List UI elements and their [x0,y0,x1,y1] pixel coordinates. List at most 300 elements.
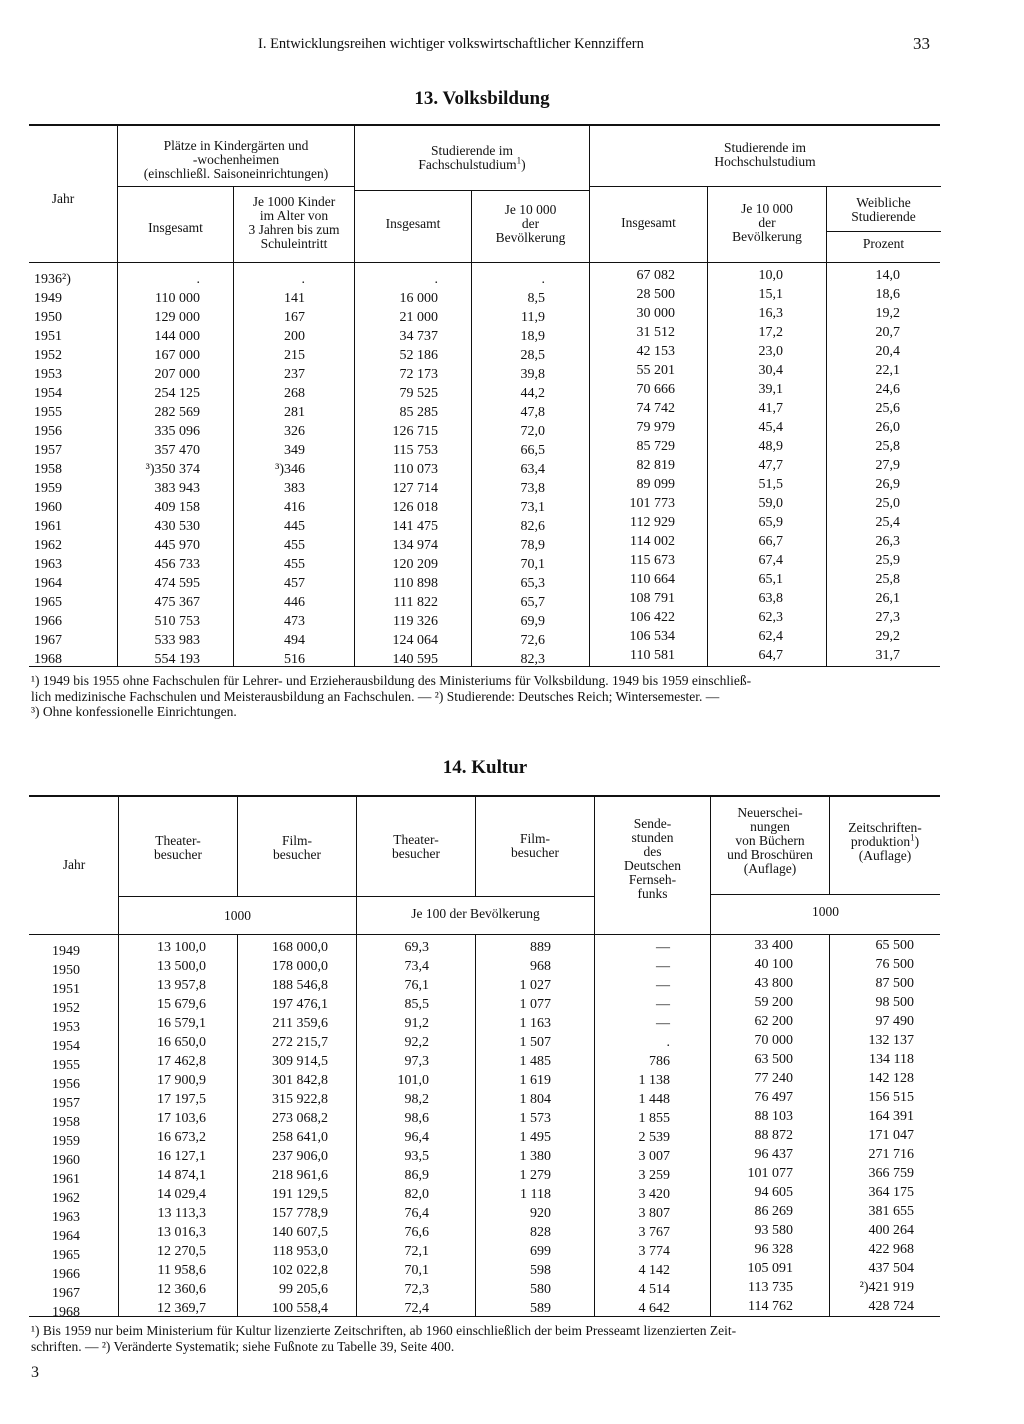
t13-header-jahr: Jahr [51,191,75,206]
table-cell: 455 [284,557,305,572]
table-cell: 30,4 [758,363,783,378]
table-cell: 28 500 [636,287,675,302]
table-cell: 1967 [52,1286,80,1301]
table-cell: 1953 [52,1020,80,1035]
table-cell: 1953 [34,367,62,382]
table-cell: 1949 [34,291,62,306]
t13-header-weibliche: Weibliche Studierende [851,195,916,224]
table-cell: 364 175 [868,1185,914,1200]
t13-footnotes: ¹) 1949 bis 1955 ohne Fachschulen für Lehrer- und Erzieherausbildung des Ministeriums für Volksbildung. 1949 bis 1959 einschließ- lich medizinische Fachschulen und Meisterausbildung an Fachschulen. — ²) Studierende: Deutsches Reich; Wintersemester. — ³) Ohne konfessionelle Einrichtungen. [31,673,752,719]
table-cell: 211 359,6 [272,1016,328,1031]
table-cell: 51,5 [758,477,783,492]
table-cell: 178 000,0 [272,959,328,974]
table-cell: 11 958,6 [157,1263,206,1278]
table-cell: 142 128 [868,1071,914,1086]
t13-col-fach-total [358,270,438,669]
table-cell: 33 400 [754,938,793,953]
table-cell: 17 900,9 [157,1073,206,1088]
t14-header-theater-je100: Theater- besucher [392,832,440,861]
table-cell: 85,5 [404,997,429,1012]
table-cell: 110 000 [155,291,200,306]
table-cell: 96,4 [404,1130,429,1145]
table-cell: 89 099 [636,477,675,492]
t14-col-jahr [52,942,112,1322]
t14-header-film-je100: Film- besucher [511,831,559,860]
t13-header-prozent: Prozent [862,236,905,251]
table-cell: 1 495 [519,1130,551,1145]
table-cell: 97 490 [875,1014,914,1029]
table-cell: 1957 [52,1096,80,1111]
table-cell: 335 096 [154,424,200,439]
table-cell: 115 673 [630,553,675,568]
table-cell: 445 970 [154,538,200,553]
table-cell: 22,1 [875,363,900,378]
table-cell: 20,7 [875,325,900,340]
table-cell: 85 285 [399,405,438,420]
table-cell: 72,6 [520,633,545,648]
t14-header-sendestunden: Sende- stunden des Deutschen Fernseh- funks [624,816,681,901]
t14-header-neuerscheinungen: Neuerschei- nungen von Büchern und Broschüren (Auflage) [727,805,813,876]
table-cell: 72,0 [520,424,545,439]
table-cell: 8,5 [527,291,545,306]
table-cell: 1 118 [520,1187,551,1202]
table-cell: 1954 [34,386,62,401]
t14-col-theater-je100 [359,938,429,1318]
table-cell: 41,7 [758,401,783,416]
table-cell: 106 422 [629,610,675,625]
table-cell: 21 000 [399,310,438,325]
table-cell: 1966 [34,614,62,629]
table-cell: 167 000 [154,348,200,363]
table-cell: 141 475 [392,519,438,534]
table-cell: 1950 [34,310,62,325]
table-cell: 15,1 [758,287,783,302]
table-cell: 34 737 [399,329,438,344]
table-cell: 301 842,8 [272,1073,328,1088]
table-cell: 1 804 [519,1092,551,1107]
table-cell: 94 605 [754,1185,793,1200]
table-cell: 1962 [52,1191,80,1206]
table-cell: 474 595 [154,576,200,591]
table-cell: 237 [284,367,305,382]
t13-header-kindergarten: Plätze in Kindergärten und -wochenheimen (einschließl. Saisoneinrichtungen) [143,138,329,181]
table-cell: 73,8 [520,481,545,496]
table-cell: 16 579,1 [157,1016,206,1031]
table-cell: 93 580 [754,1223,793,1238]
table-cell: 475 367 [154,595,200,610]
table-cell: 110 898 [393,576,438,591]
table-cell: 20,4 [875,344,900,359]
table-cell: 25,8 [875,572,900,587]
table-cell: 437 504 [868,1261,914,1276]
table-cell: 73,1 [520,500,545,515]
table-cell: 1956 [34,424,62,439]
table-cell: 16 000 [399,291,438,306]
table-cell: 1 027 [519,978,551,993]
table-cell: 23,0 [758,344,783,359]
table-cell: 31,7 [875,648,900,663]
table-cell: 59,0 [758,496,783,511]
table-cell: 28,5 [520,348,545,363]
table-cell: 39,1 [758,382,783,397]
table-cell: 349 [284,443,305,458]
table-cell: 69,3 [404,940,429,955]
table-cell: . [196,272,200,287]
table-cell: 18,9 [520,329,545,344]
table-cell: 92,2 [404,1035,429,1050]
table-cell: 156 515 [868,1090,914,1105]
table-cell: 101 773 [629,496,675,511]
table-cell: 168 000,0 [272,940,328,955]
table-cell: 1 573 [519,1111,551,1126]
table-cell: 381 655 [868,1204,914,1219]
table-cell: 126 715 [392,424,438,439]
table-cell: 580 [530,1282,551,1297]
t13-col-kg-total [120,270,200,669]
table-cell: 167 [284,310,305,325]
table-cell: 43 800 [754,976,793,991]
table-cell: 191 129,5 [272,1187,328,1202]
table-cell: 25,9 [875,553,900,568]
table-cell: 39,8 [520,367,545,382]
table-cell: 63,4 [520,462,545,477]
table-cell: 1 380 [519,1149,551,1164]
table-cell: 25,0 [875,496,900,511]
table-cell: 100 558,4 [272,1301,328,1316]
table-cell: 455 [284,538,305,553]
table-cell: 48,9 [758,439,783,454]
table-cell: 76,1 [404,978,429,993]
table-cell: 19,2 [875,306,900,321]
table-cell: 3 774 [638,1244,670,1259]
t13-header-rule [29,262,940,263]
table-cell: 457 [284,576,305,591]
table-13-title: 13. Volksbildung [414,88,550,109]
table-cell: 114 762 [748,1299,793,1314]
page-footer-number: 3 [31,1364,39,1381]
table-cell: 1960 [34,500,62,515]
table-cell: 118 953,0 [272,1244,328,1259]
t14-col-neuerscheinungen [713,936,793,1316]
t13-col-jahr [34,270,114,669]
table-cell: 3 807 [638,1206,670,1221]
table-cell: 110 664 [630,572,675,587]
t13-header-kg-insgesamt: Insgesamt [148,220,203,235]
table-cell: 65 500 [875,938,914,953]
table-cell: 129 000 [154,310,200,325]
table-cell: 110 581 [630,648,675,663]
table-cell: 102 022,8 [272,1263,328,1278]
table-cell: 1961 [34,519,62,534]
table-cell: 1965 [52,1248,80,1263]
t14-footnotes: ¹) Bis 1959 nur beim Ministerium für Kultur lizenzierte Zeitschriften, ab 1960 einschließlich der beim Presseamt lizenzierten Zeit- schriften. — ²) Veränderte Systematik; siehe Fußnote zu Tabelle 39, Seite 400. [31,1323,737,1354]
table-cell: 91,2 [404,1016,429,1031]
table-cell: 533 983 [154,633,200,648]
table-cell: 17,2 [758,325,783,340]
table-cell: 281 [284,405,305,420]
table-cell: 422 968 [868,1242,914,1257]
table-cell: 473 [284,614,305,629]
table-cell: 114 002 [630,534,675,549]
t13-header-fach-je10000: Je 10 000 der Bevölkerung [495,202,566,245]
table-cell: 62 200 [754,1014,793,1029]
table-cell: 1 163 [519,1016,551,1031]
table-cell: 86,9 [404,1168,429,1183]
table-cell: 1 077 [519,997,551,1012]
table-cell: 1956 [52,1077,80,1092]
table-cell: 26,3 [875,534,900,549]
table-cell: 77 240 [754,1071,793,1086]
table-cell: 76 500 [875,957,914,972]
table-cell: 72,3 [404,1282,429,1297]
table-cell: 188 546,8 [272,978,328,993]
table-cell: 25,4 [875,515,900,530]
table-cell: 134 118 [869,1052,914,1067]
table-cell: 598 [530,1263,551,1278]
table-cell: 96 437 [754,1147,793,1162]
table-cell: 25,6 [875,401,900,416]
table-cell: 76,4 [404,1206,429,1221]
table-cell: 430 530 [154,519,200,534]
table-cell: — [656,959,670,974]
table-cell: 1963 [34,557,62,572]
table-cell: 1962 [34,538,62,553]
table-cell: — [656,978,670,993]
t13-col-hoch-female [829,266,900,665]
t14-unit-je100: Je 100 der Bevölkerung [411,906,540,921]
t14-header-rule [29,934,940,935]
table-cell: 237 906,0 [272,1149,328,1164]
table-cell: ³)350 374 [145,462,200,477]
table-cell: 1958 [34,462,62,477]
table-cell: 1967 [34,633,62,648]
t14-unit-1000-a: 1000 [224,908,251,923]
table-cell: 64,7 [758,648,783,663]
table-cell: 26,1 [875,591,900,606]
table-cell: 85 729 [636,439,675,454]
table-cell: 445 [284,519,305,534]
table-cell: 1952 [34,348,62,363]
table-cell: 79 979 [636,420,675,435]
table-cell: 1955 [52,1058,80,1073]
table-cell: 63,8 [758,591,783,606]
table-cell: 1 619 [519,1073,551,1088]
running-head: I. Entwicklungsreihen wichtiger volkswirtschaftlicher Kennziffern [258,36,644,52]
t14-col-theater [121,938,206,1318]
t14-col-sendestunden [597,938,670,1318]
table-cell: 99 205,6 [279,1282,328,1297]
table-cell: 409 158 [154,500,200,515]
table-cell: 78,9 [520,538,545,553]
t14-col-zeitschriften [832,936,914,1316]
t13-header-hoch-je10000: Je 10 000 der Bevölkerung [732,201,802,244]
table-cell: 1966 [52,1267,80,1282]
table-cell: 47,8 [520,405,545,420]
table-cell: 24,6 [875,382,900,397]
table-cell: 70,1 [404,1263,429,1278]
table-cell: 4 642 [638,1301,670,1316]
table-cell: 101,0 [397,1073,429,1088]
table-cell: 272 215,7 [272,1035,328,1050]
table-cell: 254 125 [154,386,200,401]
table-cell: 1963 [52,1210,80,1225]
table-cell: 96 328 [754,1242,793,1257]
table-cell: 1949 [52,944,80,959]
table-cell: 70,1 [520,557,545,572]
table-cell: 1 855 [638,1111,670,1126]
table-cell: 47,7 [758,458,783,473]
table-cell: 10,0 [758,268,783,283]
table-cell: 1965 [34,595,62,610]
table-cell: 127 714 [392,481,438,496]
table-cell: 55 201 [636,363,675,378]
table-cell: — [656,997,670,1012]
table-cell: 1957 [34,443,62,458]
table-cell: 2 539 [638,1130,670,1145]
table-cell: 1964 [34,576,62,591]
table-cell: 1959 [34,481,62,496]
table-cell: 11,9 [521,310,545,325]
table-cell: 17 197,5 [157,1092,206,1107]
table-cell: 12 369,7 [157,1301,206,1316]
table-cell: 73,4 [404,959,429,974]
table-cell: 282 569 [154,405,200,420]
table-cell: 400 264 [868,1223,914,1238]
table-cell: — [656,1016,670,1031]
table-cell: 65,3 [520,576,545,591]
table-cell: 786 [649,1054,670,1069]
table-cell: 140 607,5 [272,1225,328,1240]
table-cell: 66,7 [758,534,783,549]
table-cell: 1951 [52,982,80,997]
table-cell: 87 500 [875,976,914,991]
table-cell: 1 448 [638,1092,670,1107]
table-cell: 416 [284,500,305,515]
table-cell: 65,1 [758,572,783,587]
table-cell: 309 914,5 [272,1054,328,1069]
table-cell: 164 391 [868,1109,914,1124]
table-cell: 3 259 [638,1168,670,1183]
t14-col-film-je100 [478,938,551,1318]
table-cell: 1 279 [519,1168,551,1183]
t13-col-kg-per1000 [236,270,305,669]
table-cell: 13 016,3 [157,1225,206,1240]
t13-col-hoch-total [592,266,675,665]
table-cell: 13 957,8 [157,978,206,993]
table-cell: 66,5 [520,443,545,458]
table-cell: 828 [530,1225,551,1240]
t14-header-film: Film- besucher [273,833,321,862]
table-cell: 1968 [34,652,62,667]
table-cell: 1952 [52,1001,80,1016]
table-cell: 16 127,1 [157,1149,206,1164]
table-cell: 446 [284,595,305,610]
table-cell: 215 [284,348,305,363]
t13-header-fachschul: Studierende im Fachschulstudium$^1$) [418,143,526,172]
table-cell: 106 534 [629,629,675,644]
table-cell: 968 [530,959,551,974]
t13-top-rule [29,124,940,126]
table-cell: 44,2 [520,386,545,401]
table-cell: 110 073 [393,462,438,477]
table-cell: 105 091 [747,1261,793,1276]
table-cell: 14 029,4 [157,1187,206,1202]
table-cell: 74 742 [636,401,675,416]
table-cell: 65,9 [758,515,783,530]
t13-header-kg-je1000: Je 1000 Kinder im Alter von 3 Jahren bis zum Schuleintritt [248,194,340,251]
t13-header-fach-insgesamt: Insgesamt [385,216,441,231]
table-cell: 62,3 [758,610,783,625]
table-cell: 82,6 [520,519,545,534]
table-cell: 72,4 [404,1301,429,1316]
table-cell: 124 064 [392,633,438,648]
table-cell: . [434,272,438,287]
table-cell: 120 209 [392,557,438,572]
table-cell: 52 186 [399,348,438,363]
table-cell: 69,9 [520,614,545,629]
table-cell: 258 641,0 [272,1130,328,1145]
table-cell: 76,6 [404,1225,429,1240]
table-cell: 268 [284,386,305,401]
t13-col-fach-per10000 [474,270,545,669]
table-cell: 98,6 [404,1111,429,1126]
table-cell: 82,3 [520,652,545,667]
table-cell: 29,2 [875,629,900,644]
t14-top-rule [29,795,940,797]
table-cell: 16 673,2 [157,1130,206,1145]
table-cell: 200 [284,329,305,344]
table-cell: 88 872 [754,1128,793,1143]
table-cell: 554 193 [154,652,200,667]
t13-header-hochschul: Studierende im Hochschulstudium [714,140,816,169]
table-cell: 59 200 [754,995,793,1010]
table-cell: 1968 [52,1305,80,1320]
table-cell: 30 000 [636,306,675,321]
table-cell: 197 476,1 [272,997,328,1012]
table-cell: 132 137 [868,1033,914,1048]
table-cell: 72 173 [399,367,438,382]
table-cell: 15 679,6 [157,997,206,1012]
table-cell: 271 716 [868,1147,914,1162]
table-cell: 207 000 [154,367,200,382]
table-cell: . [666,1035,670,1050]
table-cell: 12 270,5 [157,1244,206,1259]
table-14-title: 14. Kultur [442,757,528,778]
table-cell: 273 068,2 [272,1111,328,1126]
table-cell: 27,3 [875,610,900,625]
table-cell: 98 500 [875,995,914,1010]
table-cell: 76 497 [754,1090,793,1105]
table-cell: 1 138 [638,1073,670,1088]
table-cell: 12 360,6 [157,1282,206,1297]
table-cell: 26,0 [875,420,900,435]
table-cell: 113 735 [748,1280,793,1295]
table-cell: 62,4 [758,629,783,644]
t14-unit-1000-b: 1000 [812,904,839,919]
table-cell: 70 666 [636,382,675,397]
table-cell: 115 753 [393,443,438,458]
table-cell: 119 326 [393,614,438,629]
table-cell: 16,3 [758,306,783,321]
table-cell: 67,4 [758,553,783,568]
table-cell: 17 462,8 [157,1054,206,1069]
table-cell: 134 974 [392,538,438,553]
table-cell: 13 100,0 [157,940,206,955]
table-cell: 27,9 [875,458,900,473]
table-cell: 516 [284,652,305,667]
table-cell: 326 [284,424,305,439]
table-cell: 97,3 [404,1054,429,1069]
